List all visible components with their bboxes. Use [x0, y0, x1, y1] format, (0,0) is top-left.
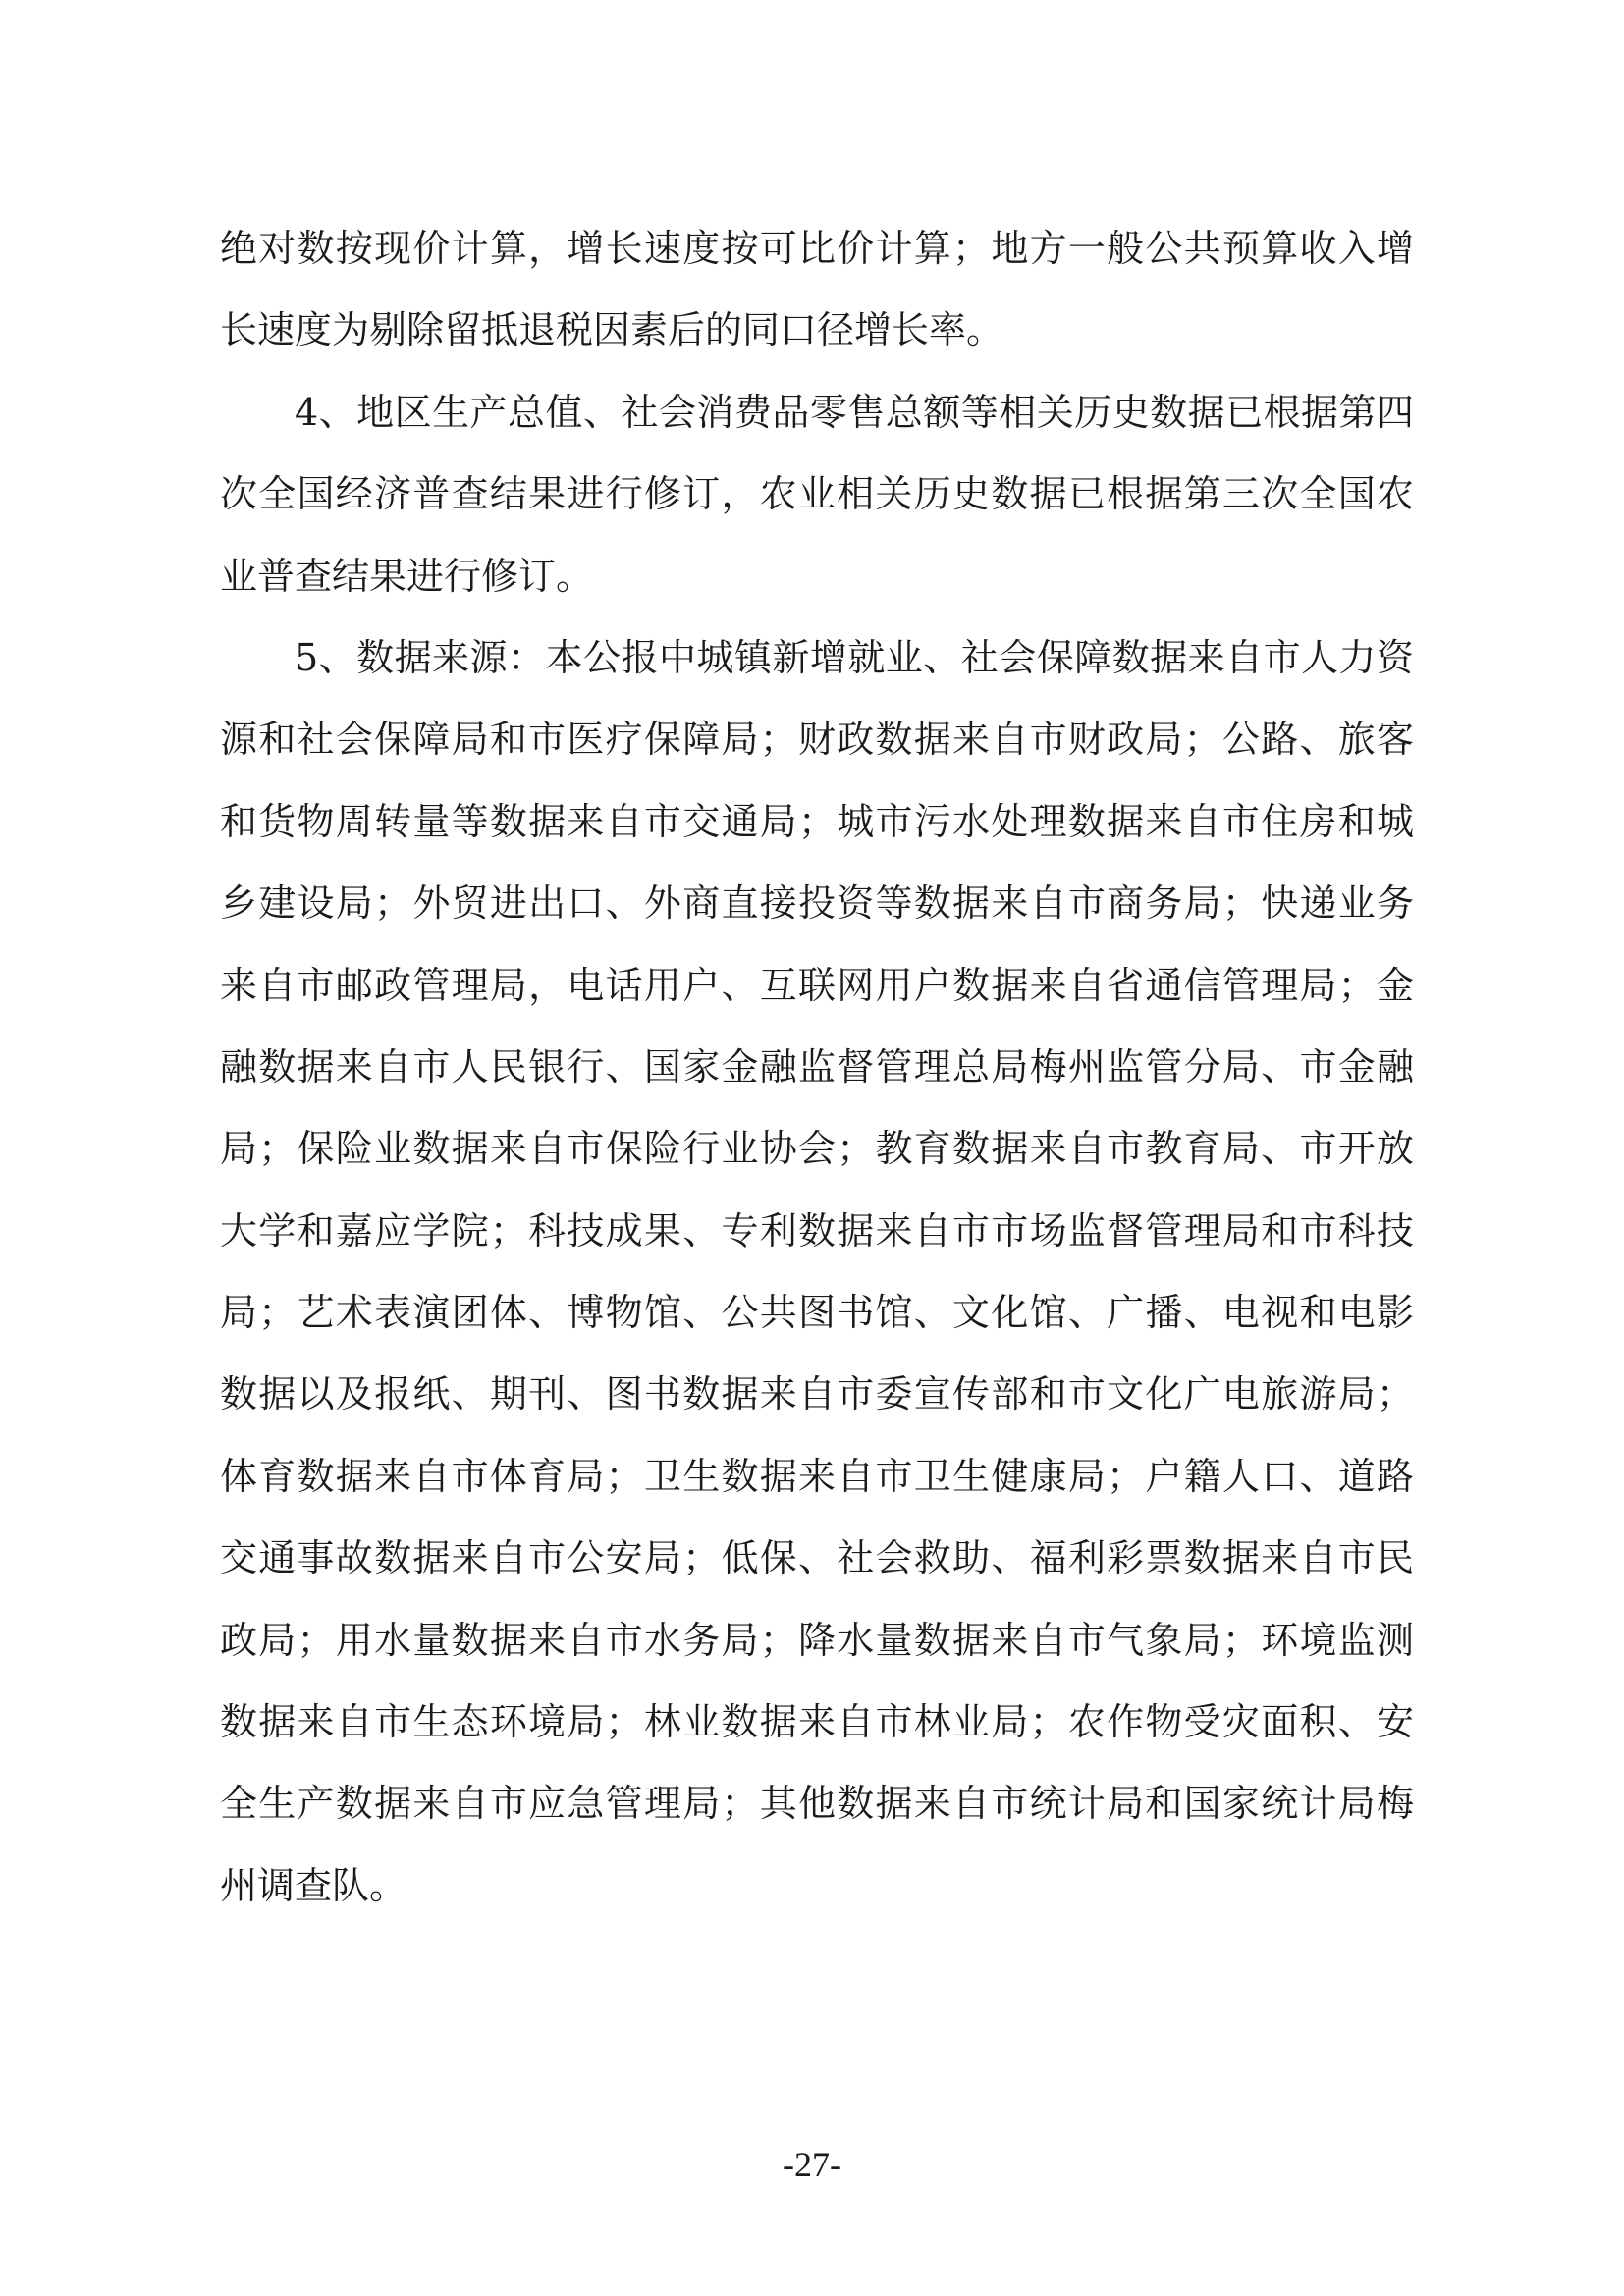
text-line: 绝对数按现价计算，增长速度按可比价计算；地方一般公共预算收入增 — [220, 227, 1414, 270]
text-line: 数据来自市生态环境局；林业数据来自市林业局；农作物受灾面积、安 — [220, 1700, 1414, 1744]
text-line: 大学和嘉应学院；科技成果、专利数据来自市市场监督管理局和市科技 — [220, 1208, 1414, 1253]
text-line: 5、数据来源：本公报中城镇新增就业、社会保障数据来自市人力资 — [295, 635, 1414, 679]
text-line: 4、地区生产总值、社会消费品零售总额等相关历史数据已根据第四 — [295, 390, 1414, 434]
text-line: 次全国经济普查结果进行修订，农业相关历史数据已根据第三次全国农 — [220, 472, 1414, 516]
text-line: 局；艺术表演团体、博物馆、公共图书馆、文化馆、广播、电视和电影 — [220, 1291, 1414, 1335]
text-line: 来自市邮政管理局，电话用户、互联网用户数据来自省通信管理局；金 — [220, 963, 1414, 1007]
page-number: -27- — [783, 2145, 841, 2184]
text-line: 和货物周转量等数据来自市交通局；城市污水处理数据来自市住房和城 — [220, 799, 1414, 843]
document-body — [220, 208, 1414, 1927]
text-line: 乡建设局；外贸进出口、外商直接投资等数据来自市商务局；快递业务 — [220, 881, 1414, 926]
text-line: 全生产数据来自市应急管理局；其他数据来自市统计局和国家统计局梅 — [220, 1782, 1414, 1826]
text-line: 长速度为剔除留抵退税因素后的同口径增长率。 — [220, 308, 1004, 352]
text-line: 业普查结果进行修订。 — [220, 554, 594, 598]
text-line: 数据以及报纸、期刊、图书数据来自市委宣传部和市文化广电旅游局； — [220, 1372, 1414, 1416]
text-line: 交通事故数据来自市公安局；低保、社会救助、福利彩票数据来自市民 — [220, 1536, 1414, 1580]
text-line: 局；保险业数据来自市保险行业协会；教育数据来自市教育局、市开放 — [220, 1127, 1414, 1171]
text-line: 融数据来自市人民银行、国家金融监督管理总局梅州监管分局、市金融 — [220, 1044, 1414, 1089]
text-line: 体育数据来自市体育局；卫生数据来自市卫生健康局；户籍人口、道路 — [220, 1454, 1414, 1498]
text-line: 源和社会保障局和市医疗保障局；财政数据来自市财政局；公路、旅客 — [220, 718, 1414, 762]
text-line: 州调查队。 — [220, 1863, 407, 1907]
text-line: 政局；用水量数据来自市水务局；降水量数据来自市气象局；环境监测 — [220, 1618, 1414, 1662]
